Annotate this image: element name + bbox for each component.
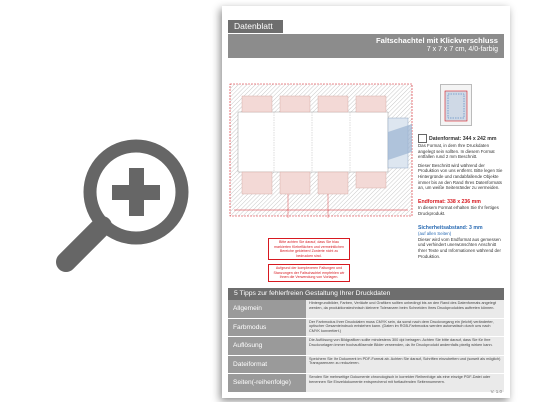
- page-tab-label: Datenblatt: [228, 20, 283, 33]
- title-bar: [228, 34, 504, 58]
- datasheet-page: [222, 6, 510, 398]
- tip-label: Farbmodus: [228, 319, 306, 337]
- format-legend-image: [440, 84, 472, 126]
- version-label: V. 1.0: [490, 389, 502, 394]
- tips-title: 5 Tipps zur fehlerfreien Gestaltung Ihrer Druckdaten: [228, 288, 504, 300]
- safety-margin-text: Dieser wird vom Endformat aus gemessen und verhindert unerwünschten Anschnitt Ihrer Texte und Informationen während der Produktion.: [418, 236, 501, 259]
- diecut-template-drawing: [228, 82, 414, 218]
- end-format-text: In diesem Format erhalten Sie Ihr fertiges Druckprodukt.: [418, 205, 499, 216]
- crop-marks-icon: [441, 85, 471, 125]
- tip-row: [228, 356, 504, 375]
- format-info-panel: [418, 84, 504, 259]
- tip-row: [228, 374, 504, 393]
- tip-row: [228, 337, 504, 356]
- template-notes: [268, 238, 350, 286]
- tip-text: Hintergrundbilder, Farben, Verläufe und Grafiken sollten unbedingt bis an den Rand des Datenformats angelegt werden, da produktionstechnisch kleinere Toleranzen beim Schneiden Ihres Druckproduktes auftreten können.: [306, 300, 504, 318]
- zoom-button[interactable]: [40, 120, 200, 280]
- tip-row: [228, 319, 504, 338]
- magnifier-plus-icon: [40, 120, 200, 280]
- tip-label: Allgemein: [228, 300, 306, 318]
- tip-label: Seiten(-reihenfolge): [228, 374, 306, 392]
- data-format-text-2: Dieser Beschnitt wird während der Produktion von uns entfernt. Bitte legen Sie Hintergründe und randabfallende Objekte immer bis an den Rand Ihres Datenformats an, um weiße Seitenränder zu vermeiden.: [418, 162, 503, 191]
- data-format-title: Datenformat: 344 x 242 mm: [429, 135, 497, 142]
- product-subtitle: 7 x 7 x 7 cm, 4/0-farbig: [426, 46, 498, 53]
- data-format-text: Das Format, in dem Ihre Druckdaten angelegt sein sollten. In diesem Format entfallen rund 2 mm Beschnitt.: [418, 143, 495, 160]
- tip-text: Speichern Sie Ihr Dokument im PDF-Format ab. Achten Sie darauf, Schriften einzubetten und (soweit als möglich) Transparenzen zu reduzieren.: [306, 356, 504, 374]
- product-title: Faltschachtel mit Klickverschluss: [376, 36, 498, 45]
- end-format-title: Endformat: 338 x 236 mm: [418, 198, 481, 205]
- note-template-recommendation: Aufgrund der komplexeren Faltungen und Stanzungen der Faltschachtel empfehlen wir Ihnen die Verwendung von Vorlagen.: [268, 264, 350, 282]
- tip-text: Die Auflösung von Bildgrafiken sollte mindestens 300 dpi betragen. Achten Sie bitte darauf, dass Sie für Ihre Druckvorlagen immer hochauflösende Bilder verwenden, da Ihr Druckprodukt andernfalls pixelig wirken kann.: [306, 337, 504, 355]
- safety-margin-title: Sicherheitsabstand: 3 mm: [418, 224, 483, 231]
- safety-margin-subtitle: (auf allen Seiten): [418, 231, 452, 237]
- tip-row: [228, 300, 504, 319]
- note-glue-areas: Bitte achten Sie darauf, dass Sie blau markierten Klebeflächen und vermeintlichen Bereiche gekleben! Zonierte nicht zu bedrucken sind.: [268, 238, 350, 260]
- tip-text: Der Farbmodus Ihrer Druckdaten muss CMYK sein, da sonst nach dem Druckvorgang ein (leicht) veränderter, optischer Gesamteindruck entstehen kann. (Daten im RGB-Farbmodus werden automatisch durch uns nach CMYK konvertiert.): [306, 319, 504, 337]
- tip-label: Auflösung: [228, 337, 306, 355]
- tips-table: [228, 288, 504, 393]
- tip-label: Dateiformat: [228, 356, 306, 374]
- tip-text: Senden Sie mehrseitige Dokumente chronologisch in korrekter Reihenfolge als eine einzige PDF-Datei oder benennen Sie Einzeldokumente entsprechend mit fortlaufenden Seitennummern.: [306, 374, 504, 392]
